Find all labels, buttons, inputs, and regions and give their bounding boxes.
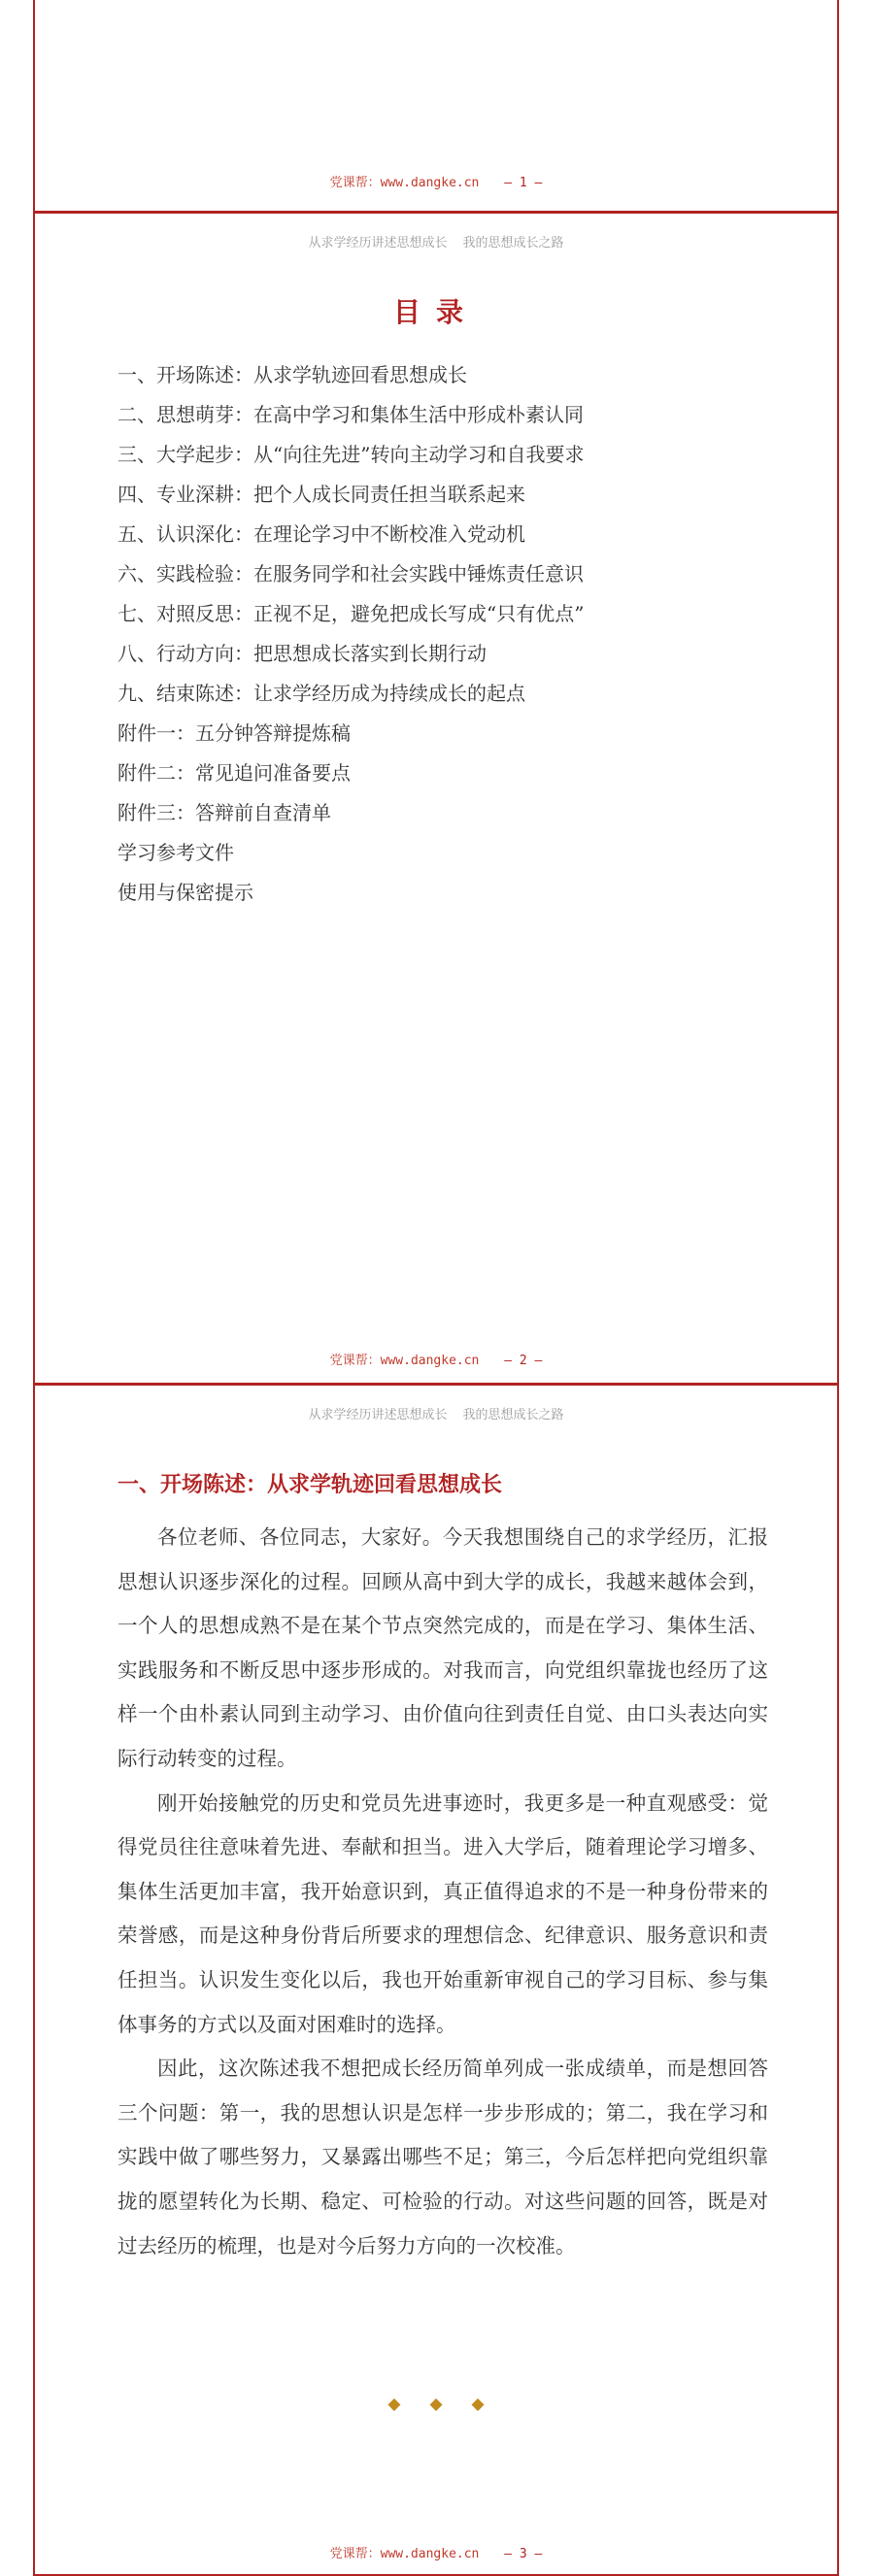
toc-item[interactable]: 使用与保密提示	[118, 881, 253, 904]
footer-site: 党课帮：www.dangke.cn	[329, 1354, 480, 1368]
paragraph: 因此，这次陈述我不想把成长经历简单列成一张成绩单，而是想回答三个问题：第一，我的思想认识是怎样一步步形成的；第二，我在学习和实践中做了哪些努力，又暴露出哪些不足；第三，今后怎样把向党组织靠拢的愿望转化为长期、稳定、可检验的行动。对这些问题的回答，既是对过去经历的梳理，也是对今后努力方向的一次校准。	[118, 2057, 768, 2258]
toc-list	[118, 355, 584, 913]
running-header	[35, 1404, 837, 1422]
toc-item[interactable]: 五、认识深化：在理论学习中不断校准入党动机	[118, 522, 525, 546]
footer-site: 党课帮：www.dangke.cn	[329, 2547, 480, 2561]
page-2	[33, 214, 839, 1383]
toc-item[interactable]: 二、思想萌芽：在高中学习和集体生活中形成朴素认同	[118, 403, 584, 426]
running-header	[35, 232, 837, 251]
running-header-left: 从求学经历讲述思想成长	[308, 236, 448, 251]
page-footer	[35, 172, 837, 190]
running-header-left: 从求学经历讲述思想成长	[308, 1408, 448, 1422]
toc-item[interactable]: 附件一：五分钟答辩提炼稿	[118, 721, 351, 745]
toc-item[interactable]: 附件三：答辩前自查清单	[118, 801, 331, 824]
page-number: — 1 —	[504, 176, 543, 190]
toc-item[interactable]: 附件二：常见追问准备要点	[118, 761, 351, 785]
toc-title: 目录	[392, 296, 479, 328]
toc-item[interactable]: 一、开场陈述：从求学轨迹回看思想成长	[118, 363, 467, 386]
paragraph: 刚开始接触党的历史和党员先进事迹时，我更多是一种直观感受：觉得党员往往意味着先进、奉献和担当。进入大学后，随着理论学习增多、集体生活更加丰富，我开始意识到，真正值得追求的不是一种身份带来的荣誉感，而是这种身份背后所要求的理想信念、纪律意识、服务意识和责任担当。认识发生变化以后，我也开始重新审视自己的学习目标、参与集体事务的方式以及面对困难时的选择。	[118, 1790, 768, 2036]
section-title: 一、开场陈述：从求学轨迹回看思想成长	[118, 1473, 503, 1497]
page-number: — 3 —	[504, 2547, 543, 2561]
toc-item[interactable]: 七、对照反思：正视不足，避免把成长写成“只有优点”	[118, 602, 585, 625]
page-1	[33, 0, 839, 211]
toc-item[interactable]: 八、行动方向：把思想成长落实到长期行动	[118, 642, 487, 665]
page-number: — 2 —	[504, 1354, 543, 1368]
section-body	[118, 1516, 768, 2268]
page-3	[33, 1386, 839, 2576]
toc-item[interactable]: 九、结束陈述：让求学经历成为持续成长的起点	[118, 682, 525, 705]
toc-item[interactable]: 六、实践检验：在服务同学和社会实践中锤炼责任意识	[118, 562, 584, 585]
paragraph: 各位老师、各位同志，大家好。今天我想围绕自己的求学经历，汇报思想认识逐步深化的过程。回顾从高中到大学的成长，我越来越体会到，一个人的思想成熟不是在某个节点突然完成的，而是在学习、集体生活、实践服务和不断反思中逐步形成的。对我而言，向党组织靠拢也经历了这样一个由朴素认同到主动学习、由价值向往到责任自觉、由口头表达向实际行动转变的过程。	[118, 1525, 768, 1770]
section-end-ornament: ◆◆◆	[387, 2394, 514, 2414]
toc-item[interactable]: 学习参考文件	[118, 841, 234, 864]
page-footer	[35, 2543, 837, 2561]
toc-item[interactable]: 四、专业深耕：把个人成长同责任担当联系起来	[118, 483, 525, 506]
toc-item[interactable]: 三、大学起步：从“向往先进”转向主动学习和自我要求	[118, 443, 585, 466]
page-footer	[35, 1350, 837, 1368]
footer-site: 党课帮：www.dangke.cn	[329, 176, 480, 190]
running-header-right: 我的思想成长之路	[462, 236, 564, 251]
running-header-right: 我的思想成长之路	[462, 1408, 564, 1422]
